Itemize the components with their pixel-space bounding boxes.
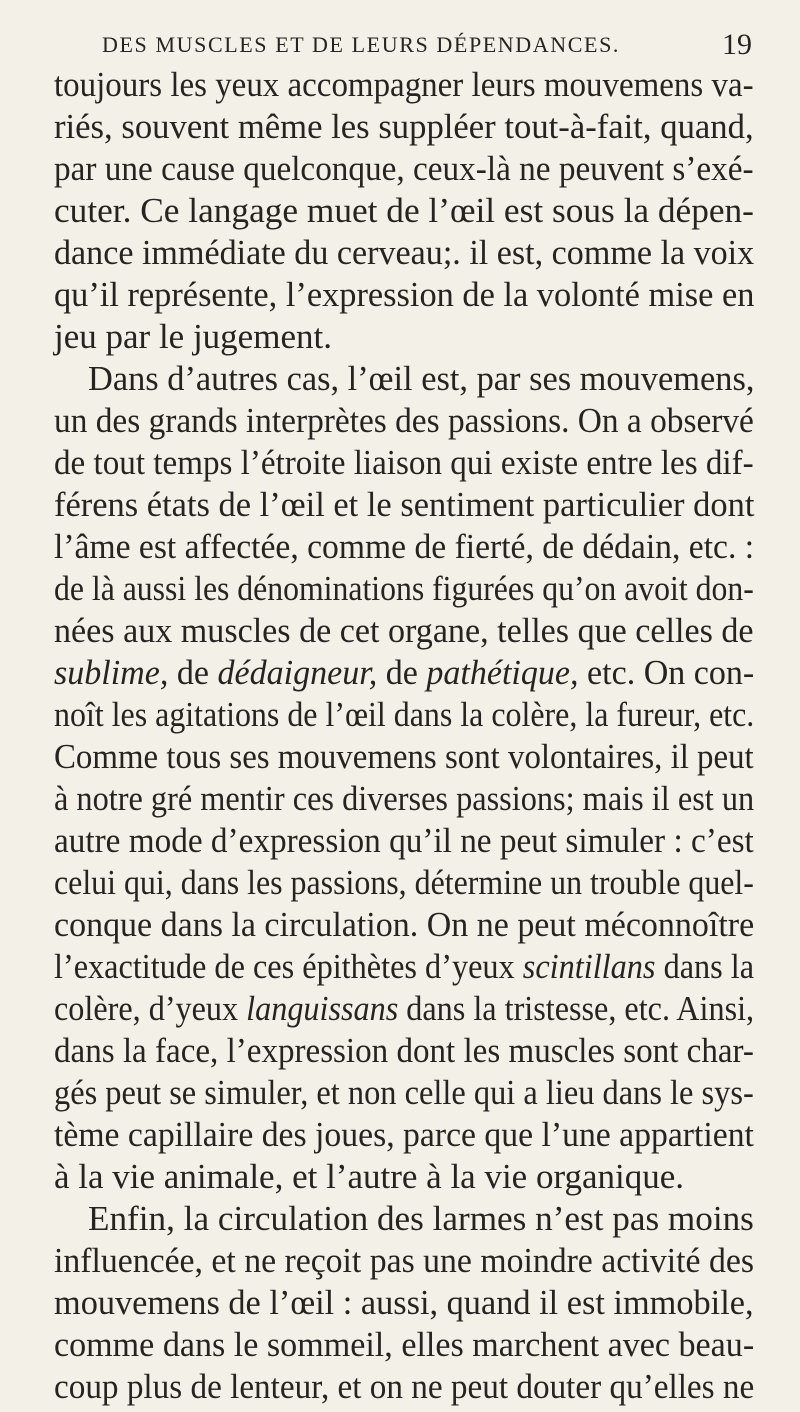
text-line: cuter. Ce langage muet de l’œil est sous la dépen- [54,191,754,230]
italic-term: scintillans [522,947,656,986]
text-line: jeu par le jugement. [54,317,332,356]
text-line: toujours les yeux accompagner leurs mouvemens va- [54,65,754,104]
text-line: riés, souvent même les suppléer tout-à-fait, quand, [54,107,754,146]
text-line: colère, d’yeux languissans dans la tristesse, etc. Ainsi, [54,989,755,1028]
text-line: par une cause quelconque, ceux-là ne peuvent s’exé- [54,149,754,188]
text-line: à notre gré mentir ces diverses passions; mais il est un [54,779,755,818]
text-line: coup plus de lenteur, et on ne peut douter qu’elles ne [54,1367,755,1406]
italic-term: pathétique, [426,653,579,692]
paragraph-first-line: Dans d’autres cas, l’œil est, par ses mouvemens, [88,359,755,398]
italic-term: sublime, [54,653,169,692]
text-line: Comme tous ses mouvemens sont volontaires, il peut [54,737,754,776]
text-line: noît les agitations de l’œil dans la colère, la fureur, etc. [54,695,755,734]
text-line: à la vie animale, et l’autre à la vie organique. [54,1157,685,1196]
text-line: dans la face, l’expression dont les muscles sont char- [54,1031,754,1070]
page-number: 19 [722,28,752,61]
text-line: l’âme est affectée, comme de fierté, de dédain, etc. : [54,527,755,566]
text-line: conque dans la circulation. On ne peut méconnoître [54,905,755,944]
italic-term: dédaigneur, [217,653,378,692]
text-line: tème capillaire des joues, parce que l’une appartient [54,1115,754,1154]
text-line: sublime, de dédaigneur, de pathétique, etc. On con- [54,653,755,692]
text-line: dance immédiate du cerveau;. il est, comme la voix [54,233,755,272]
text-line: gés peut se simuler, et non celle qui a lieu dans le sys- [54,1073,754,1112]
text-line: celui qui, dans les passions, détermine un trouble quel- [54,863,754,902]
text-line: un des grands interprètes des passions. On a observé [54,401,754,440]
text-line: influencée, et ne reçoit pas une moindre activité des [54,1241,754,1280]
text-line: autre mode d’expression qu’il ne peut simuler : c’est [54,821,754,860]
text-line: nées aux muscles de cet organe, telles que celles de [54,611,754,650]
text-line: mouvemens de l’œil : aussi, quand il est immobile, [54,1283,754,1322]
text-line: férens états de l’œil et le sentiment particulier dont [54,485,755,524]
text-line: comme dans le sommeil, elles marchent avec beau- [54,1325,755,1364]
italic-term: languissans [246,989,399,1028]
text-line: de là aussi les dénominations figurées qu’on avoit don- [54,569,754,608]
text-line: qu’il représente, l’expression de la volonté mise en [54,275,755,314]
text-line: de tout temps l’étroite liaison qui existe entre les dif- [54,443,754,482]
running-title: DES MUSCLES ET DE LEURS DÉPENDANCES. [102,32,621,57]
paragraph-first-line: Enfin, la circulation des larmes n’est pas moins [88,1199,754,1238]
text-line: l’exactitude de ces épithètes d’yeux scintillans dans la [54,947,755,986]
